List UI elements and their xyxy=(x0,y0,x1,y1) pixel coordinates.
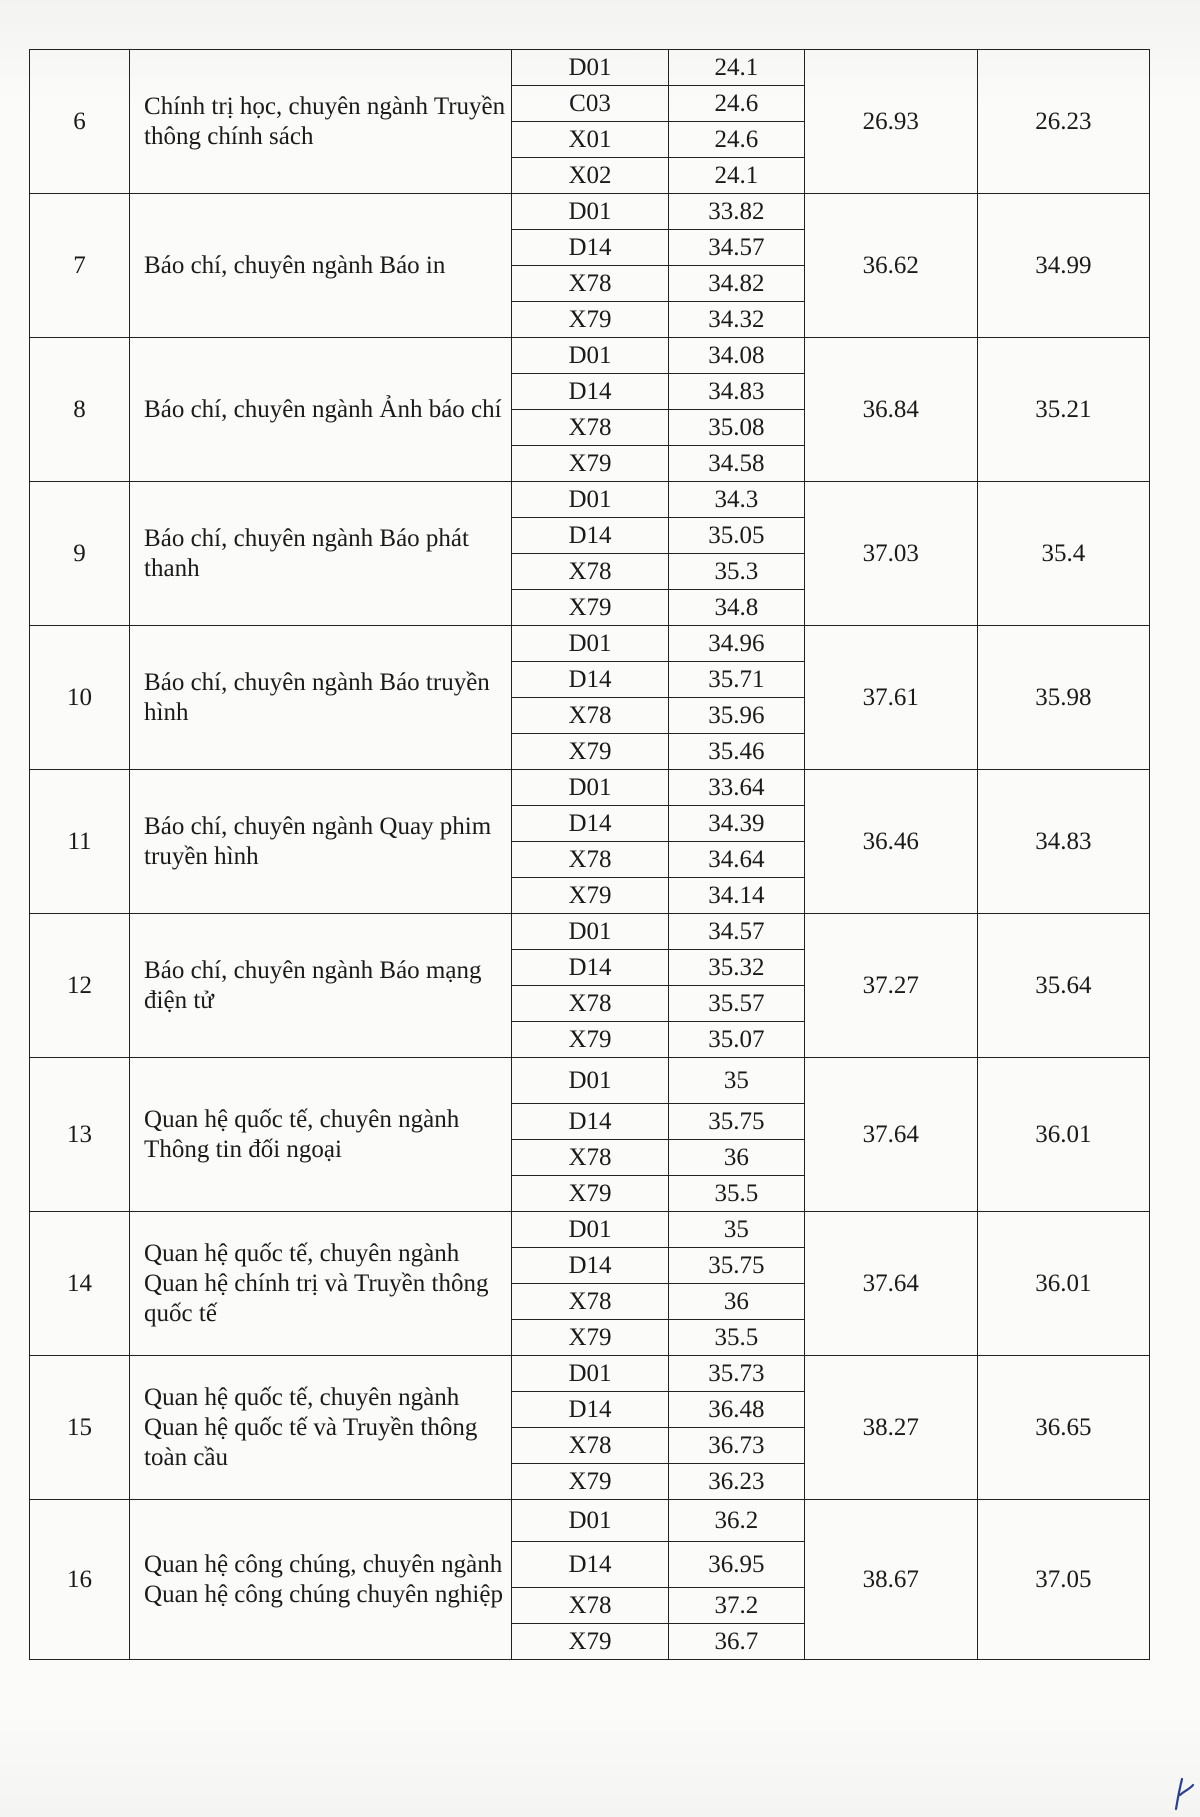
admission-scores-table xyxy=(29,49,1150,1660)
subject-combo: D14 xyxy=(511,806,668,842)
combo-score: 34.57 xyxy=(669,230,805,266)
score-column-6: 35.98 xyxy=(977,626,1149,770)
combo-score: 34.32 xyxy=(669,302,805,338)
row-number: 13 xyxy=(30,1058,130,1212)
combo-score: 36.95 xyxy=(669,1542,805,1588)
subject-combo: X79 xyxy=(511,1320,668,1356)
major-name: Báo chí, chuyên ngành Báo phát thanh xyxy=(130,482,512,626)
combo-score: 35 xyxy=(669,1058,805,1104)
combo-score: 36.7 xyxy=(669,1624,805,1660)
score-column-6: 36.65 xyxy=(977,1356,1149,1500)
combo-score: 35.08 xyxy=(669,410,805,446)
combo-score: 34.83 xyxy=(669,374,805,410)
major-name: Quan hệ quốc tế, chuyên ngành Quan hệ quốc tế và Truyền thông toàn cầu xyxy=(130,1356,512,1500)
subject-combo: X78 xyxy=(511,554,668,590)
subject-combo: D14 xyxy=(511,1104,668,1140)
score-column-5: 36.62 xyxy=(804,194,977,338)
combo-score: 33.82 xyxy=(669,194,805,230)
subject-combo: X79 xyxy=(511,302,668,338)
subject-combo: X78 xyxy=(511,698,668,734)
combo-score: 35.5 xyxy=(669,1176,805,1212)
row-number: 6 xyxy=(30,50,130,194)
score-column-5: 26.93 xyxy=(804,50,977,194)
subject-combo: X78 xyxy=(511,1140,668,1176)
subject-combo: D01 xyxy=(511,338,668,374)
major-name: Báo chí, chuyên ngành Quay phim truyền hình xyxy=(130,770,512,914)
subject-combo: X79 xyxy=(511,1624,668,1660)
subject-combo: D01 xyxy=(511,1356,668,1392)
combo-score: 33.64 xyxy=(669,770,805,806)
score-column-6: 35.4 xyxy=(977,482,1149,626)
combo-score: 37.2 xyxy=(669,1588,805,1624)
combo-score: 35.32 xyxy=(669,950,805,986)
subject-combo: X78 xyxy=(511,1428,668,1464)
subject-combo: X78 xyxy=(511,986,668,1022)
row-number: 9 xyxy=(30,482,130,626)
major-name: Báo chí, chuyên ngành Báo in xyxy=(130,194,512,338)
table-row xyxy=(30,626,1150,662)
major-name: Báo chí, chuyên ngành Báo truyền hình xyxy=(130,626,512,770)
combo-score: 24.6 xyxy=(669,122,805,158)
combo-score: 24.1 xyxy=(669,158,805,194)
score-column-5: 38.67 xyxy=(804,1500,977,1660)
combo-score: 35.71 xyxy=(669,662,805,698)
subject-combo: X78 xyxy=(511,842,668,878)
combo-score: 34.96 xyxy=(669,626,805,662)
combo-score: 36.48 xyxy=(669,1392,805,1428)
combo-score: 35.73 xyxy=(669,1356,805,1392)
table-row xyxy=(30,770,1150,806)
table-row xyxy=(30,914,1150,950)
combo-score: 35.96 xyxy=(669,698,805,734)
handwritten-mark xyxy=(1166,1773,1196,1813)
major-name: Quan hệ quốc tế, chuyên ngành Thông tin đối ngoại xyxy=(130,1058,512,1212)
major-name: Quan hệ quốc tế, chuyên ngành Quan hệ chính trị và Truyền thông quốc tế xyxy=(130,1212,512,1356)
combo-score: 34.64 xyxy=(669,842,805,878)
combo-score: 34.8 xyxy=(669,590,805,626)
subject-combo: X78 xyxy=(511,1284,668,1320)
table-row xyxy=(30,1356,1150,1392)
table-row xyxy=(30,338,1150,374)
combo-score: 34.14 xyxy=(669,878,805,914)
combo-score: 35.05 xyxy=(669,518,805,554)
score-column-5: 37.61 xyxy=(804,626,977,770)
score-column-6: 36.01 xyxy=(977,1058,1149,1212)
subject-combo: D14 xyxy=(511,950,668,986)
combo-score: 35.57 xyxy=(669,986,805,1022)
combo-score: 35.3 xyxy=(669,554,805,590)
table-row xyxy=(30,1212,1150,1248)
score-column-6: 36.01 xyxy=(977,1212,1149,1356)
row-number: 7 xyxy=(30,194,130,338)
row-number: 12 xyxy=(30,914,130,1058)
subject-combo: D01 xyxy=(511,194,668,230)
row-number: 16 xyxy=(30,1500,130,1660)
combo-score: 36.73 xyxy=(669,1428,805,1464)
subject-combo: D01 xyxy=(511,626,668,662)
table-row xyxy=(30,1500,1150,1542)
subject-combo: X79 xyxy=(511,1464,668,1500)
row-number: 15 xyxy=(30,1356,130,1500)
score-column-6: 34.99 xyxy=(977,194,1149,338)
subject-combo: D14 xyxy=(511,1542,668,1588)
combo-score: 34.57 xyxy=(669,914,805,950)
combo-score: 24.6 xyxy=(669,86,805,122)
subject-combo: X79 xyxy=(511,446,668,482)
subject-combo: X79 xyxy=(511,878,668,914)
row-number: 8 xyxy=(30,338,130,482)
subject-combo: X79 xyxy=(511,590,668,626)
row-number: 14 xyxy=(30,1212,130,1356)
major-name: Quan hệ công chúng, chuyên ngành Quan hệ công chúng chuyên nghiệp xyxy=(130,1500,512,1660)
subject-combo: D14 xyxy=(511,1392,668,1428)
subject-combo: D14 xyxy=(511,374,668,410)
score-column-6: 26.23 xyxy=(977,50,1149,194)
score-column-5: 37.03 xyxy=(804,482,977,626)
table-row xyxy=(30,50,1150,86)
subject-combo: X79 xyxy=(511,1176,668,1212)
subject-combo: D01 xyxy=(511,1058,668,1104)
score-column-5: 36.46 xyxy=(804,770,977,914)
combo-score: 35 xyxy=(669,1212,805,1248)
combo-score: 36 xyxy=(669,1284,805,1320)
subject-combo: C03 xyxy=(511,86,668,122)
combo-score: 34.3 xyxy=(669,482,805,518)
combo-score: 34.39 xyxy=(669,806,805,842)
table-row xyxy=(30,1058,1150,1104)
score-column-5: 37.64 xyxy=(804,1058,977,1212)
row-number: 10 xyxy=(30,626,130,770)
subject-combo: D01 xyxy=(511,50,668,86)
combo-score: 35.75 xyxy=(669,1104,805,1140)
row-number: 11 xyxy=(30,770,130,914)
subject-combo: D01 xyxy=(511,770,668,806)
subject-combo: X79 xyxy=(511,734,668,770)
subject-combo: D14 xyxy=(511,1248,668,1284)
score-column-6: 34.83 xyxy=(977,770,1149,914)
subject-combo: X78 xyxy=(511,1588,668,1624)
combo-score: 35.46 xyxy=(669,734,805,770)
major-name: Chính trị học, chuyên ngành Truyền thông chính sách xyxy=(130,50,512,194)
subject-combo: D14 xyxy=(511,662,668,698)
subject-combo: D01 xyxy=(511,914,668,950)
score-column-6: 35.64 xyxy=(977,914,1149,1058)
combo-score: 34.08 xyxy=(669,338,805,374)
subject-combo: D14 xyxy=(511,518,668,554)
combo-score: 36 xyxy=(669,1140,805,1176)
subject-combo: X78 xyxy=(511,410,668,446)
major-name: Báo chí, chuyên ngành Báo mạng điện tử xyxy=(130,914,512,1058)
subject-combo: D01 xyxy=(511,1212,668,1248)
combo-score: 34.58 xyxy=(669,446,805,482)
table-row xyxy=(30,482,1150,518)
combo-score: 34.82 xyxy=(669,266,805,302)
combo-score: 35.5 xyxy=(669,1320,805,1356)
subject-combo: X78 xyxy=(511,266,668,302)
subject-combo: D14 xyxy=(511,230,668,266)
subject-combo: D01 xyxy=(511,1500,668,1542)
score-column-5: 38.27 xyxy=(804,1356,977,1500)
combo-score: 36.23 xyxy=(669,1464,805,1500)
score-column-5: 36.84 xyxy=(804,338,977,482)
score-column-6: 35.21 xyxy=(977,338,1149,482)
major-name: Báo chí, chuyên ngành Ảnh báo chí xyxy=(130,338,512,482)
subject-combo: X01 xyxy=(511,122,668,158)
combo-score: 24.1 xyxy=(669,50,805,86)
combo-score: 36.2 xyxy=(669,1500,805,1542)
subject-combo: X79 xyxy=(511,1022,668,1058)
combo-score: 35.75 xyxy=(669,1248,805,1284)
score-column-6: 37.05 xyxy=(977,1500,1149,1660)
score-column-5: 37.64 xyxy=(804,1212,977,1356)
score-column-5: 37.27 xyxy=(804,914,977,1058)
subject-combo: D01 xyxy=(511,482,668,518)
table-row xyxy=(30,194,1150,230)
subject-combo: X02 xyxy=(511,158,668,194)
combo-score: 35.07 xyxy=(669,1022,805,1058)
